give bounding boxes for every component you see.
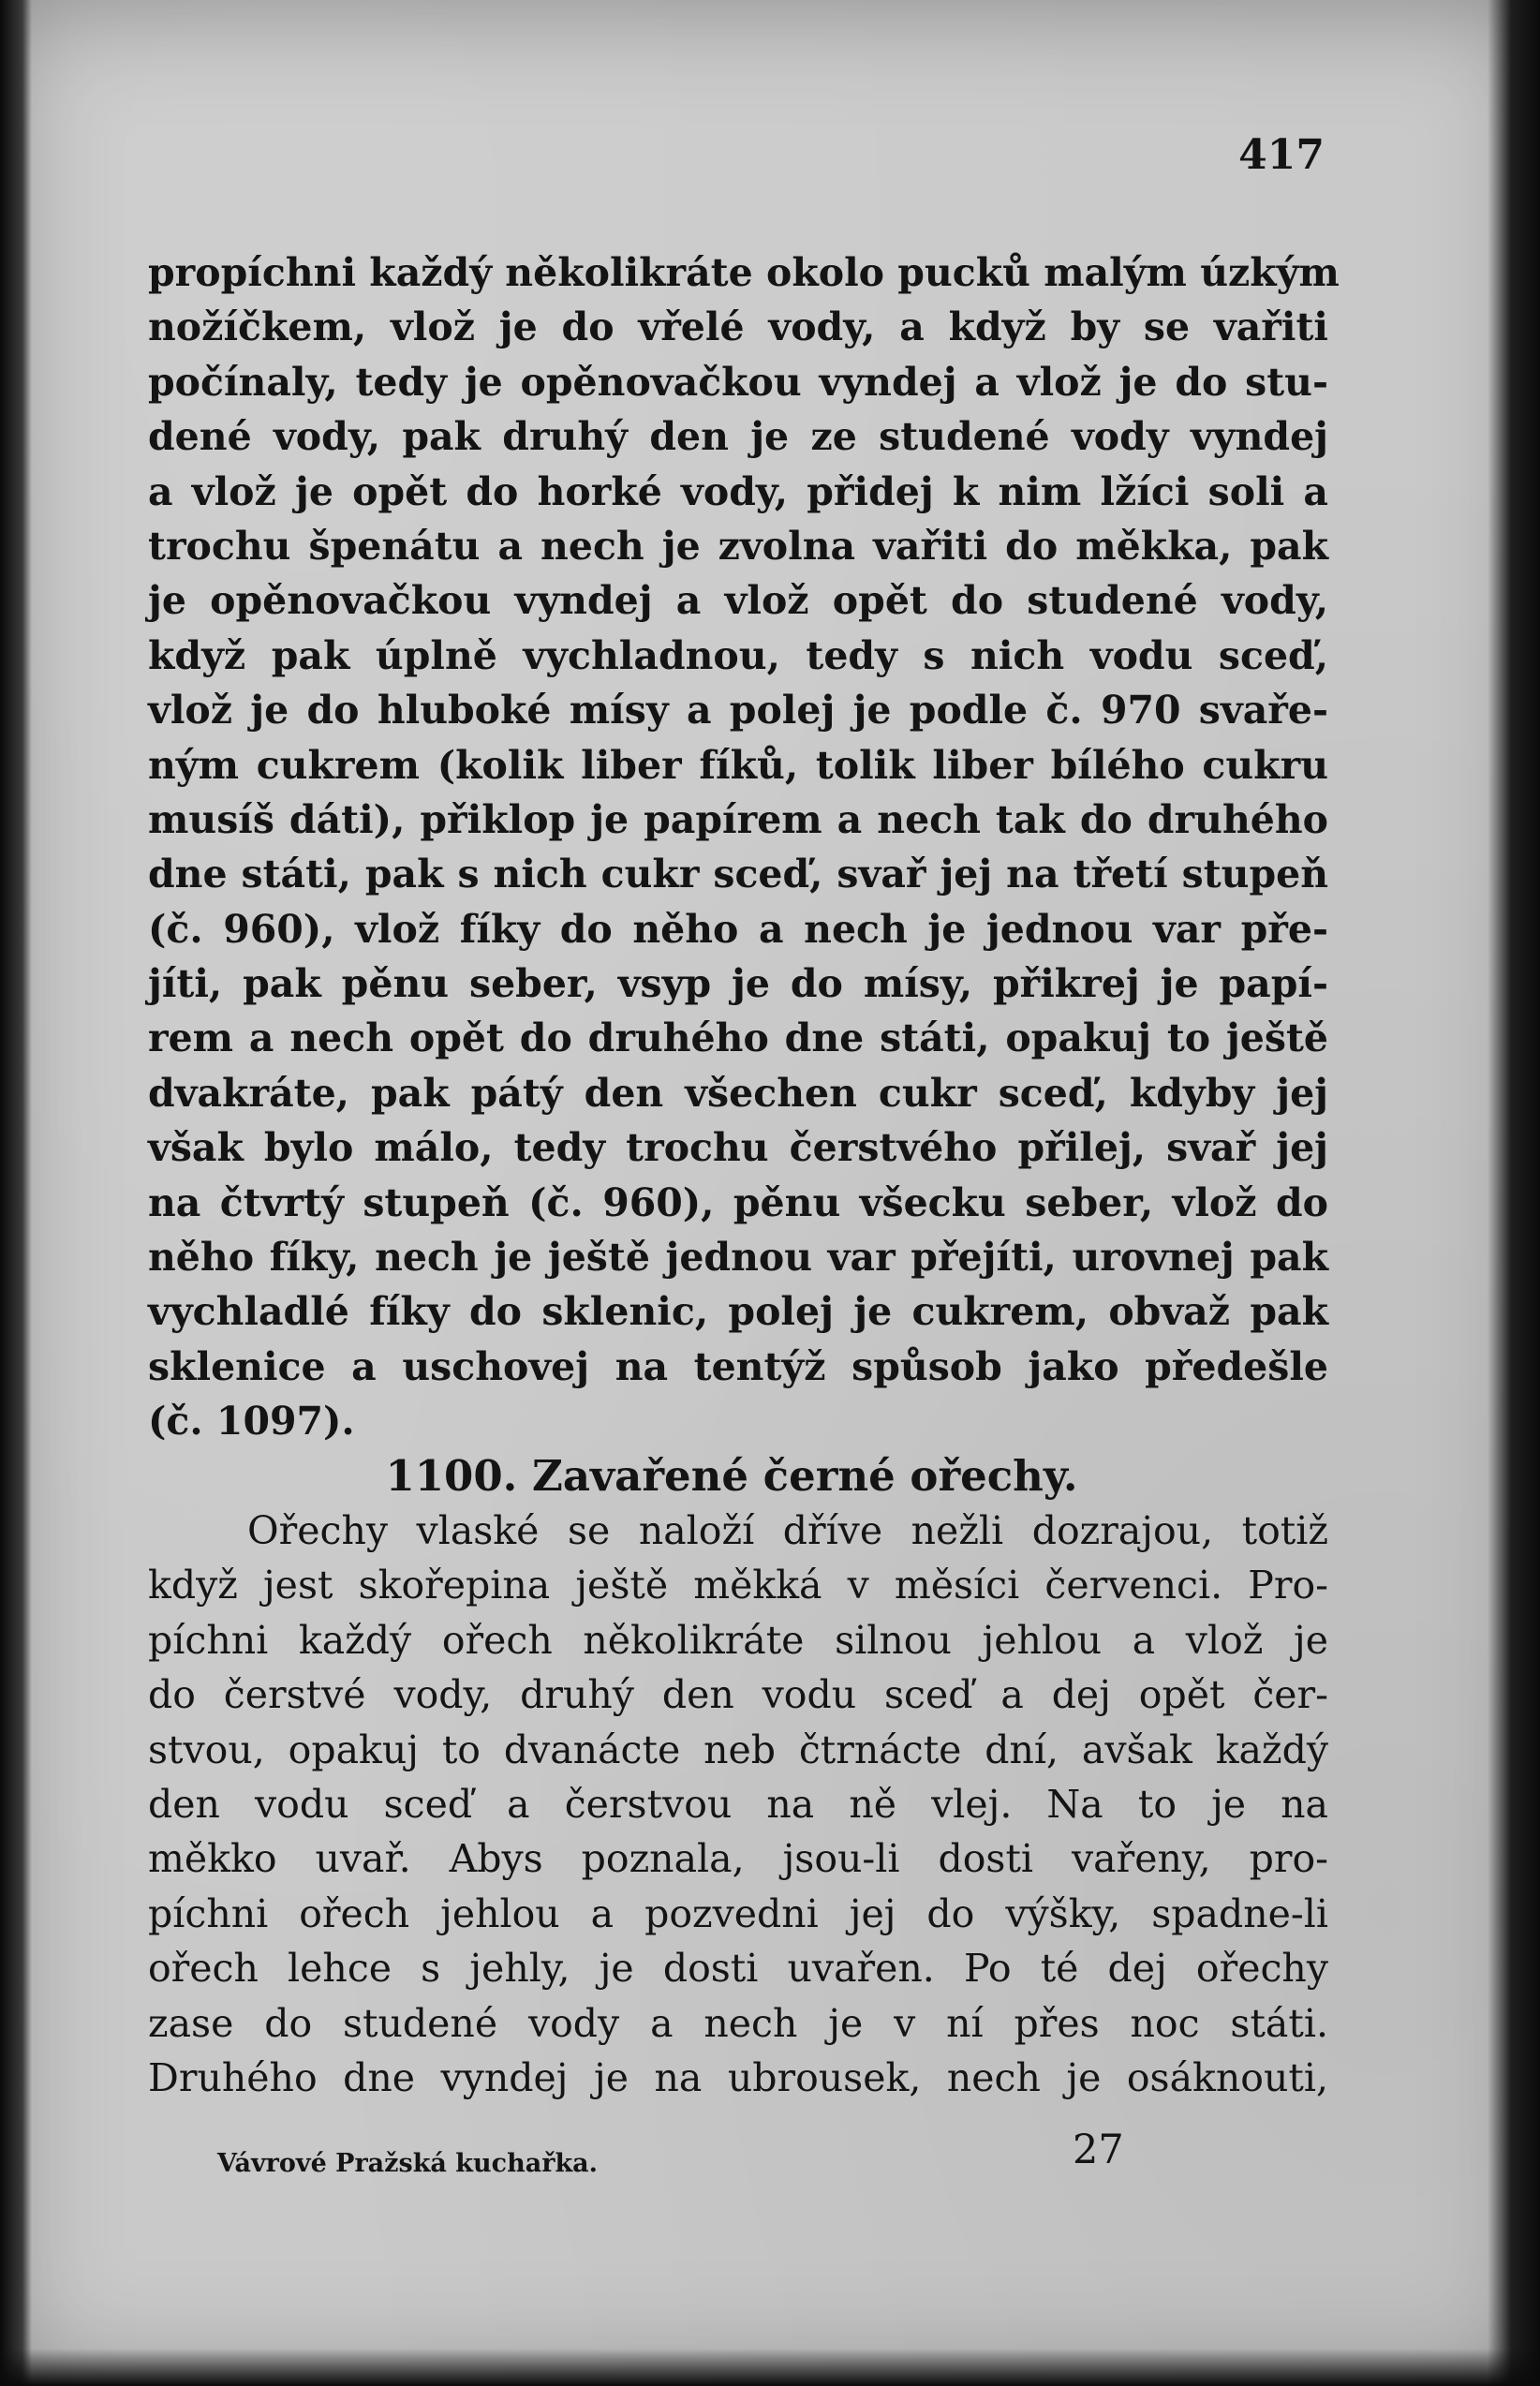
text-line: musíš dáti), přiklop je papírem a nech tak do druhého [148, 796, 1328, 842]
text-line: Ořechy vlaské se naloží dříve nežli dozrajou, totiž [247, 1507, 1328, 1553]
text-line: a vlož je opět do horké vody, přidej k nim lžíci soli a [148, 468, 1328, 514]
text-line: dne státi, pak s nich cukr sceď, svař jej na třetí stupeň [148, 852, 1328, 897]
recipe-heading: 1100. Zavařené černé ořechy. [385, 1450, 1078, 1501]
text-line: dené vody, pak druhý den je ze studené vody vyndej [148, 414, 1328, 460]
text-line: do čerstvé vody, druhý den vodu sceď a dej opět čer- [148, 1672, 1328, 1718]
page-number: 417 [1238, 131, 1325, 179]
text-line: když jest skořepina ještě měkká v měsíci červenci. Pro- [148, 1563, 1328, 1608]
page-footer [150, 2127, 1124, 2183]
scan-edge-right [1488, 0, 1540, 2386]
text-line: propíchni každý několikráte okolo pucků malým úzkým [148, 250, 1340, 295]
text-line: ným cukrem (kolik liber fíků, tolik liber bílého cukru [148, 742, 1328, 788]
text-line: vychladlé fíky do sklenic, polej je cukrem, obvaž pak [148, 1289, 1328, 1335]
book-title-signature: Vávrové Pražská kuchařka. [217, 2149, 599, 2178]
text-line: (č. 960), vlož fíky do něho a nech je jednou var pře- [148, 906, 1328, 952]
text-line: když pak úplně vychladnou, tedy s nich vodu sceď, [148, 632, 1328, 678]
text-line: měkko uvař. Abys poznala, jsou-li dosti vařeny, pro- [148, 1836, 1328, 1882]
text-line: však bylo málo, tedy trochu čerstvého přilej, svař jej [148, 1125, 1328, 1171]
text-line: ořech lehce s jehly, je dosti uvařen. Po té dej ořechy [148, 1946, 1328, 1992]
recipe-paragraph [148, 1504, 1328, 2105]
text-line: píchni každý ořech několikráte silnou jehlou a vlož je [148, 1617, 1328, 1663]
text-line: den vodu sceď a čerstvou na ně vlej. Na to je na [148, 1781, 1328, 1827]
text-line: jíti, pak pěnu seber, vsyp je do mísy, přikrej je papí- [148, 961, 1328, 1007]
sheet-number: 27 [1073, 2127, 1124, 2173]
text-line: něho fíky, nech je ještě jednou var přejíti, urovnej pak [148, 1235, 1328, 1281]
text-line: stvou, opakuj to dvanácte neb čtrnácte dní, avšak každý [148, 1727, 1328, 1772]
text-line: Druhého dne vyndej je na ubrousek, nech je osáknouti, [148, 2054, 1328, 2100]
text-line: (č. 1097). [148, 1399, 355, 1445]
text-line: nožíčkem, vlož je do vřelé vody, a když by se vařiti [148, 304, 1328, 350]
text-line: na čtvrtý stupeň (č. 960), pěnu všecku seber, vlož do [148, 1179, 1328, 1225]
scan-edge-bottom [0, 2349, 1540, 2386]
text-line: píchni ořech jehlou a pozvedni jej do výšky, spadne-li [148, 1890, 1328, 1936]
text-line: vlož je do hluboké mísy a polej je podle č. 970 svaře- [148, 688, 1328, 734]
text-line: sklenice a uschovej na tentýž spůsob jako předešle [148, 1343, 1328, 1389]
body-text [148, 245, 1340, 2105]
text-line: zase do studené vody a nech je v ní přes noc státi. [148, 2000, 1328, 2046]
text-line: počínaly, tedy je opěnovačkou vyndej a vlož je do stu- [148, 359, 1328, 405]
text-line: dvakráte, pak pátý den všechen cukr sceď, kdyby jej [148, 1070, 1328, 1116]
continuation-paragraph [148, 245, 1340, 1449]
scan-edge-left [0, 0, 32, 2386]
text-line: je opěnovačkou vyndej a vlož opět do studené vody, [148, 578, 1328, 624]
text-line: trochu špenátu a nech je zvolna vařiti do měkka, pak [148, 523, 1328, 569]
text-line: rem a nech opět do druhého dne státi, opakuj to ještě [148, 1015, 1328, 1061]
